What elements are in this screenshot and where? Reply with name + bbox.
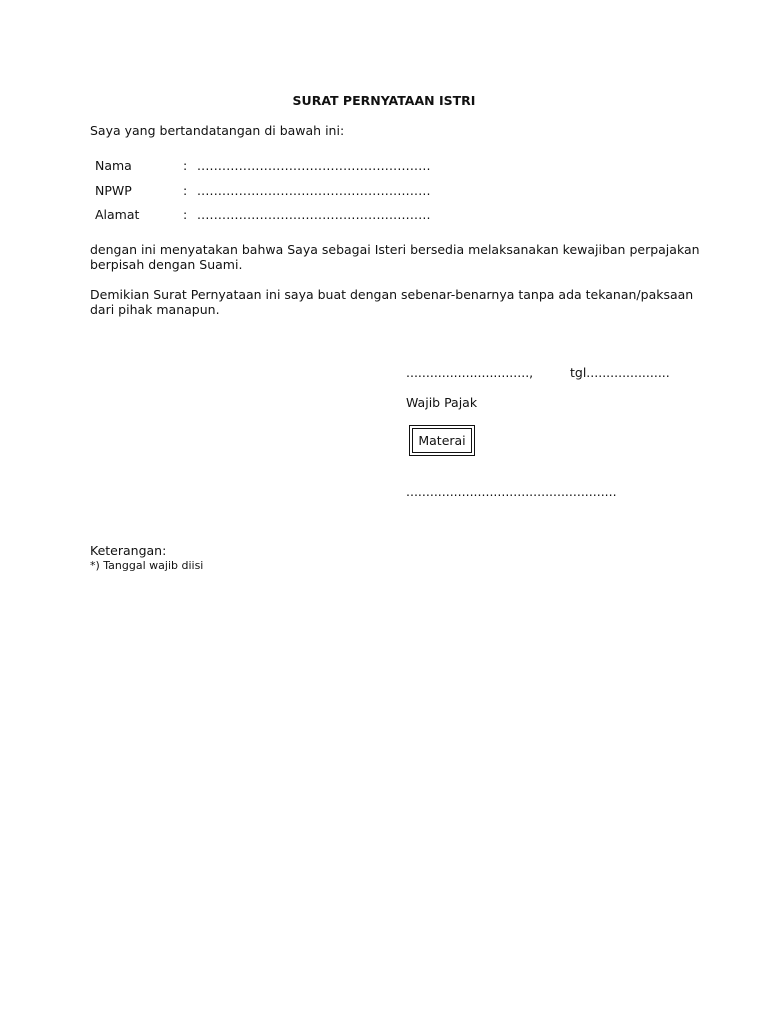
field-label-alamat: Alamat [95,207,140,222]
date-label: tgl..................... [570,365,670,380]
field-colon: : [183,207,188,222]
notes-item: *) Tanggal wajib diisi [90,559,204,572]
stamp-box [409,425,475,456]
field-colon: : [183,158,188,173]
document-title: SURAT PERNYATAAN ISTRI [292,93,476,108]
closing-line: dari pihak manapun. [90,302,220,317]
signer-role: Wajib Pajak [406,395,478,410]
field-dots-alamat: ........................................................ [197,207,431,222]
statement-line: berpisah dengan Suami. [90,257,243,272]
field-label-nama: Nama [95,158,132,173]
field-colon: : [183,183,188,198]
place-dots: ..............................., [406,365,534,380]
field-dots-nama: ........................................................ [197,158,431,173]
notes-heading: Keterangan: [90,543,167,558]
signature-name-dots: ..................................................... [406,484,617,499]
intro-text: Saya yang bertandatangan di bawah ini: [90,123,345,138]
stamp-label: Materai [412,428,472,453]
closing-line: Demikian Surat Pernyataan ini saya buat dengan sebenar-benarnya tanpa ada tekanan/paksaan [90,287,694,302]
statement-line: dengan ini menyatakan bahwa Saya sebagai Isteri bersedia melaksanakan kewajiban perpajakan [90,242,700,257]
field-dots-npwp: ........................................................ [197,183,431,198]
field-label-npwp: NPWP [95,183,132,198]
